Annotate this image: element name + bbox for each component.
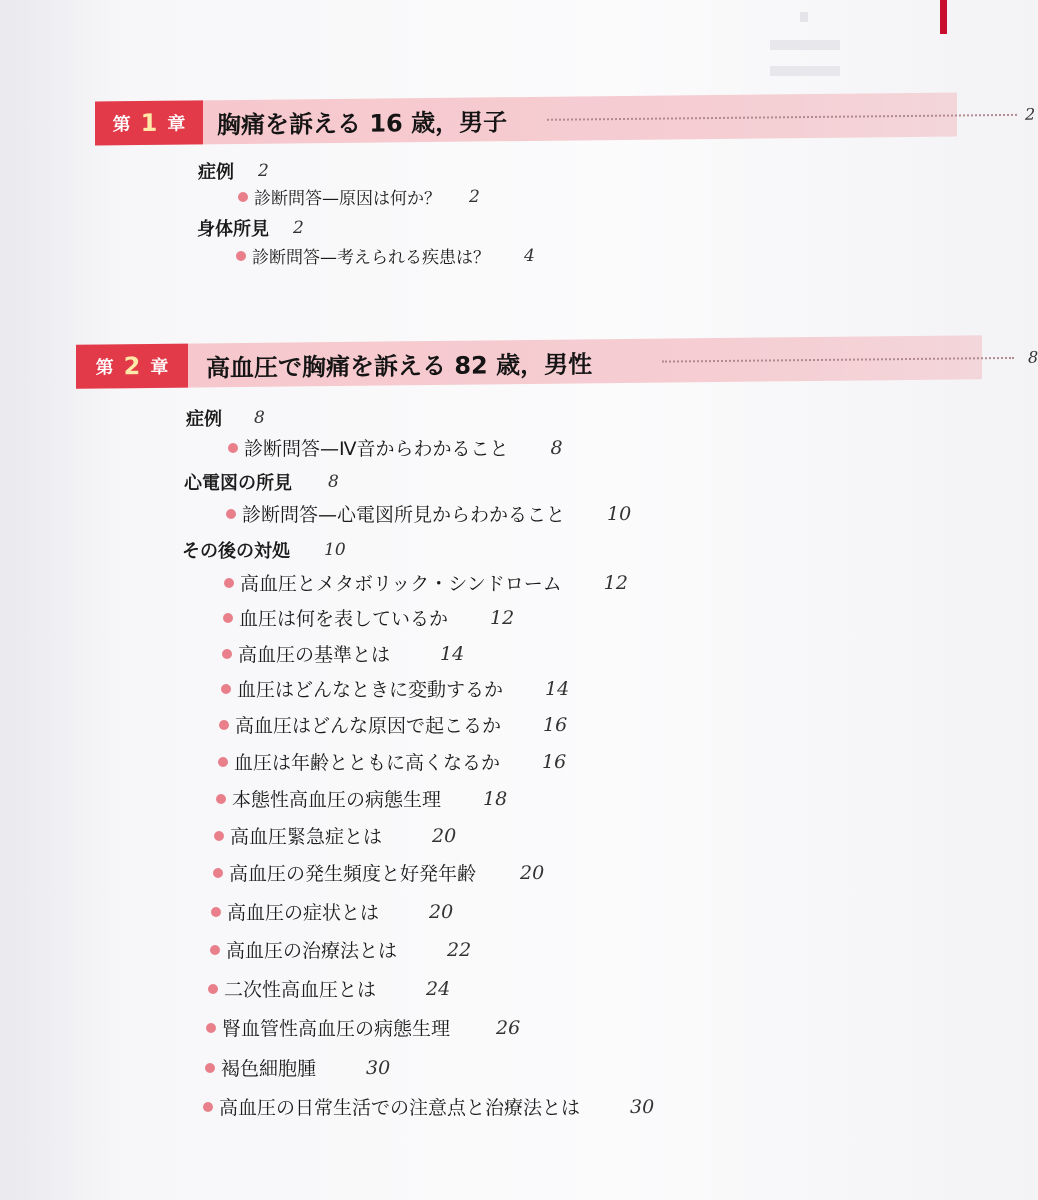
chapter-1-label bbox=[95, 100, 203, 145]
chapter-prefix: 第 bbox=[112, 114, 131, 136]
bullet-icon bbox=[224, 578, 234, 588]
bullet-icon bbox=[206, 1023, 216, 1033]
item-label: 高血圧の日常生活での注意点と治療法とは bbox=[219, 1097, 581, 1119]
toc-item bbox=[238, 184, 480, 209]
item-page: 16 bbox=[543, 713, 568, 736]
toc-item bbox=[214, 822, 456, 849]
item-page: 22 bbox=[447, 938, 472, 961]
toc-section bbox=[197, 215, 304, 241]
chapter-2-label bbox=[76, 344, 188, 389]
bullet-icon bbox=[218, 757, 228, 767]
bullet-icon bbox=[221, 684, 231, 694]
toc-item bbox=[211, 898, 453, 925]
item-label: 血圧はどんなときに変動するか bbox=[237, 679, 504, 701]
toc-item bbox=[221, 675, 569, 702]
item-label: 高血圧の症状とは bbox=[227, 902, 380, 924]
bullet-icon bbox=[223, 613, 233, 623]
toc-section bbox=[198, 158, 269, 184]
chapter-1-page: 2 bbox=[1025, 104, 1036, 124]
item-page: 26 bbox=[496, 1016, 521, 1039]
toc-item bbox=[219, 711, 567, 738]
bullet-icon bbox=[219, 720, 229, 730]
item-page: 14 bbox=[440, 642, 465, 665]
item-label: 高血圧の治療法とは bbox=[226, 940, 398, 962]
item-label: 血圧は年齢とともに高くなるか bbox=[234, 752, 501, 774]
toc-item bbox=[206, 1014, 520, 1041]
item-label: 診断問答—心電図所見からわかること bbox=[242, 504, 566, 526]
item-page: 20 bbox=[432, 824, 457, 847]
item-label: 本態性高血圧の病態生理 bbox=[232, 789, 442, 811]
item-page: 30 bbox=[366, 1056, 391, 1079]
item-label: 血圧は何を表しているか bbox=[239, 608, 449, 630]
toc-item bbox=[216, 785, 507, 812]
chapter-2-header bbox=[76, 335, 1038, 388]
item-label: 高血圧の基準とは bbox=[238, 644, 391, 666]
item-label: 高血圧はどんな原因で起こるか bbox=[235, 715, 502, 737]
section-label: その後の対処 bbox=[182, 541, 290, 562]
item-label: 診断問答—原因は何か？ bbox=[254, 189, 441, 209]
item-label: 腎血管性高血圧の病態生理 bbox=[222, 1018, 451, 1040]
item-label: 褐色細胞腫 bbox=[221, 1058, 317, 1080]
chapter-prefix: 第 bbox=[95, 357, 114, 379]
section-label: 身体所見 bbox=[197, 219, 269, 240]
bleed-through-text bbox=[770, 66, 840, 76]
toc-item bbox=[222, 640, 464, 667]
toc-section bbox=[184, 469, 339, 495]
chapter-2-page: 8 bbox=[1028, 347, 1038, 367]
item-page: 4 bbox=[524, 245, 535, 266]
bullet-icon bbox=[214, 831, 224, 841]
toc-item bbox=[224, 569, 628, 596]
toc-item bbox=[203, 1093, 654, 1120]
toc-item bbox=[226, 500, 631, 527]
bullet-icon bbox=[203, 1102, 213, 1112]
toc-item bbox=[205, 1054, 390, 1081]
chapter-number: 1 bbox=[140, 108, 158, 138]
item-label: 高血圧の発生頻度と好発年齢 bbox=[229, 863, 477, 885]
toc-item bbox=[208, 975, 450, 1002]
toc-item bbox=[218, 748, 566, 775]
section-page: 10 bbox=[324, 540, 346, 560]
bullet-icon bbox=[208, 984, 218, 994]
toc-section bbox=[182, 537, 346, 563]
bullet-icon bbox=[238, 192, 248, 202]
leader-dots bbox=[547, 114, 1017, 121]
toc-item bbox=[210, 936, 471, 963]
toc-item bbox=[236, 243, 535, 268]
item-page: 16 bbox=[542, 750, 567, 773]
edge-index-tab bbox=[940, 0, 947, 34]
item-label: 高血圧緊急症とは bbox=[230, 826, 383, 848]
section-page: 8 bbox=[254, 408, 265, 428]
toc-item bbox=[223, 604, 514, 631]
chapter-suffix: 章 bbox=[150, 356, 169, 378]
section-label: 症例 bbox=[186, 409, 222, 430]
section-label: 症例 bbox=[198, 162, 234, 183]
item-label: 診断問答—考えられる疾患は？ bbox=[252, 248, 490, 268]
item-page: 8 bbox=[550, 436, 563, 459]
item-page: 24 bbox=[426, 977, 451, 1000]
section-page: 8 bbox=[328, 472, 339, 492]
bleed-through-text bbox=[770, 40, 840, 50]
item-page: 2 bbox=[469, 186, 480, 207]
item-page: 20 bbox=[429, 900, 454, 923]
bullet-icon bbox=[228, 443, 238, 453]
bullet-icon bbox=[213, 868, 223, 878]
bullet-icon bbox=[236, 251, 246, 261]
item-page: 30 bbox=[630, 1095, 655, 1118]
bullet-icon bbox=[210, 945, 220, 955]
bleed-through-text bbox=[800, 12, 808, 22]
section-page: 2 bbox=[258, 161, 269, 181]
chapter-suffix: 章 bbox=[167, 113, 186, 135]
item-label: 診断問答—Ⅳ音からわかること bbox=[244, 438, 509, 460]
chapter-1-title: 胸痛を訴える 16 歳，男子 bbox=[217, 107, 508, 139]
chapter-number: 2 bbox=[123, 352, 141, 381]
item-page: 14 bbox=[545, 677, 570, 700]
section-page: 2 bbox=[293, 218, 304, 238]
item-page: 12 bbox=[603, 571, 628, 594]
toc-item bbox=[213, 859, 544, 886]
item-label: 高血圧とメタボリック・シンドローム bbox=[240, 573, 562, 595]
bullet-icon bbox=[222, 649, 232, 659]
toc-item bbox=[228, 434, 563, 461]
item-page: 18 bbox=[483, 787, 508, 810]
toc-section bbox=[186, 405, 265, 431]
item-label: 二次性高血圧とは bbox=[224, 979, 377, 1001]
bullet-icon bbox=[205, 1063, 215, 1073]
bullet-icon bbox=[226, 509, 236, 519]
bullet-icon bbox=[211, 907, 221, 917]
item-page: 12 bbox=[490, 606, 515, 629]
item-page: 20 bbox=[520, 861, 545, 884]
bullet-icon bbox=[216, 794, 226, 804]
leader-dots bbox=[662, 357, 1014, 363]
item-page: 10 bbox=[607, 502, 632, 525]
chapter-2-title: 高血圧で胸痛を訴える 82 歳，男性 bbox=[206, 349, 593, 382]
chapter-1-header bbox=[95, 92, 1036, 145]
section-label: 心電図の所見 bbox=[184, 473, 292, 494]
